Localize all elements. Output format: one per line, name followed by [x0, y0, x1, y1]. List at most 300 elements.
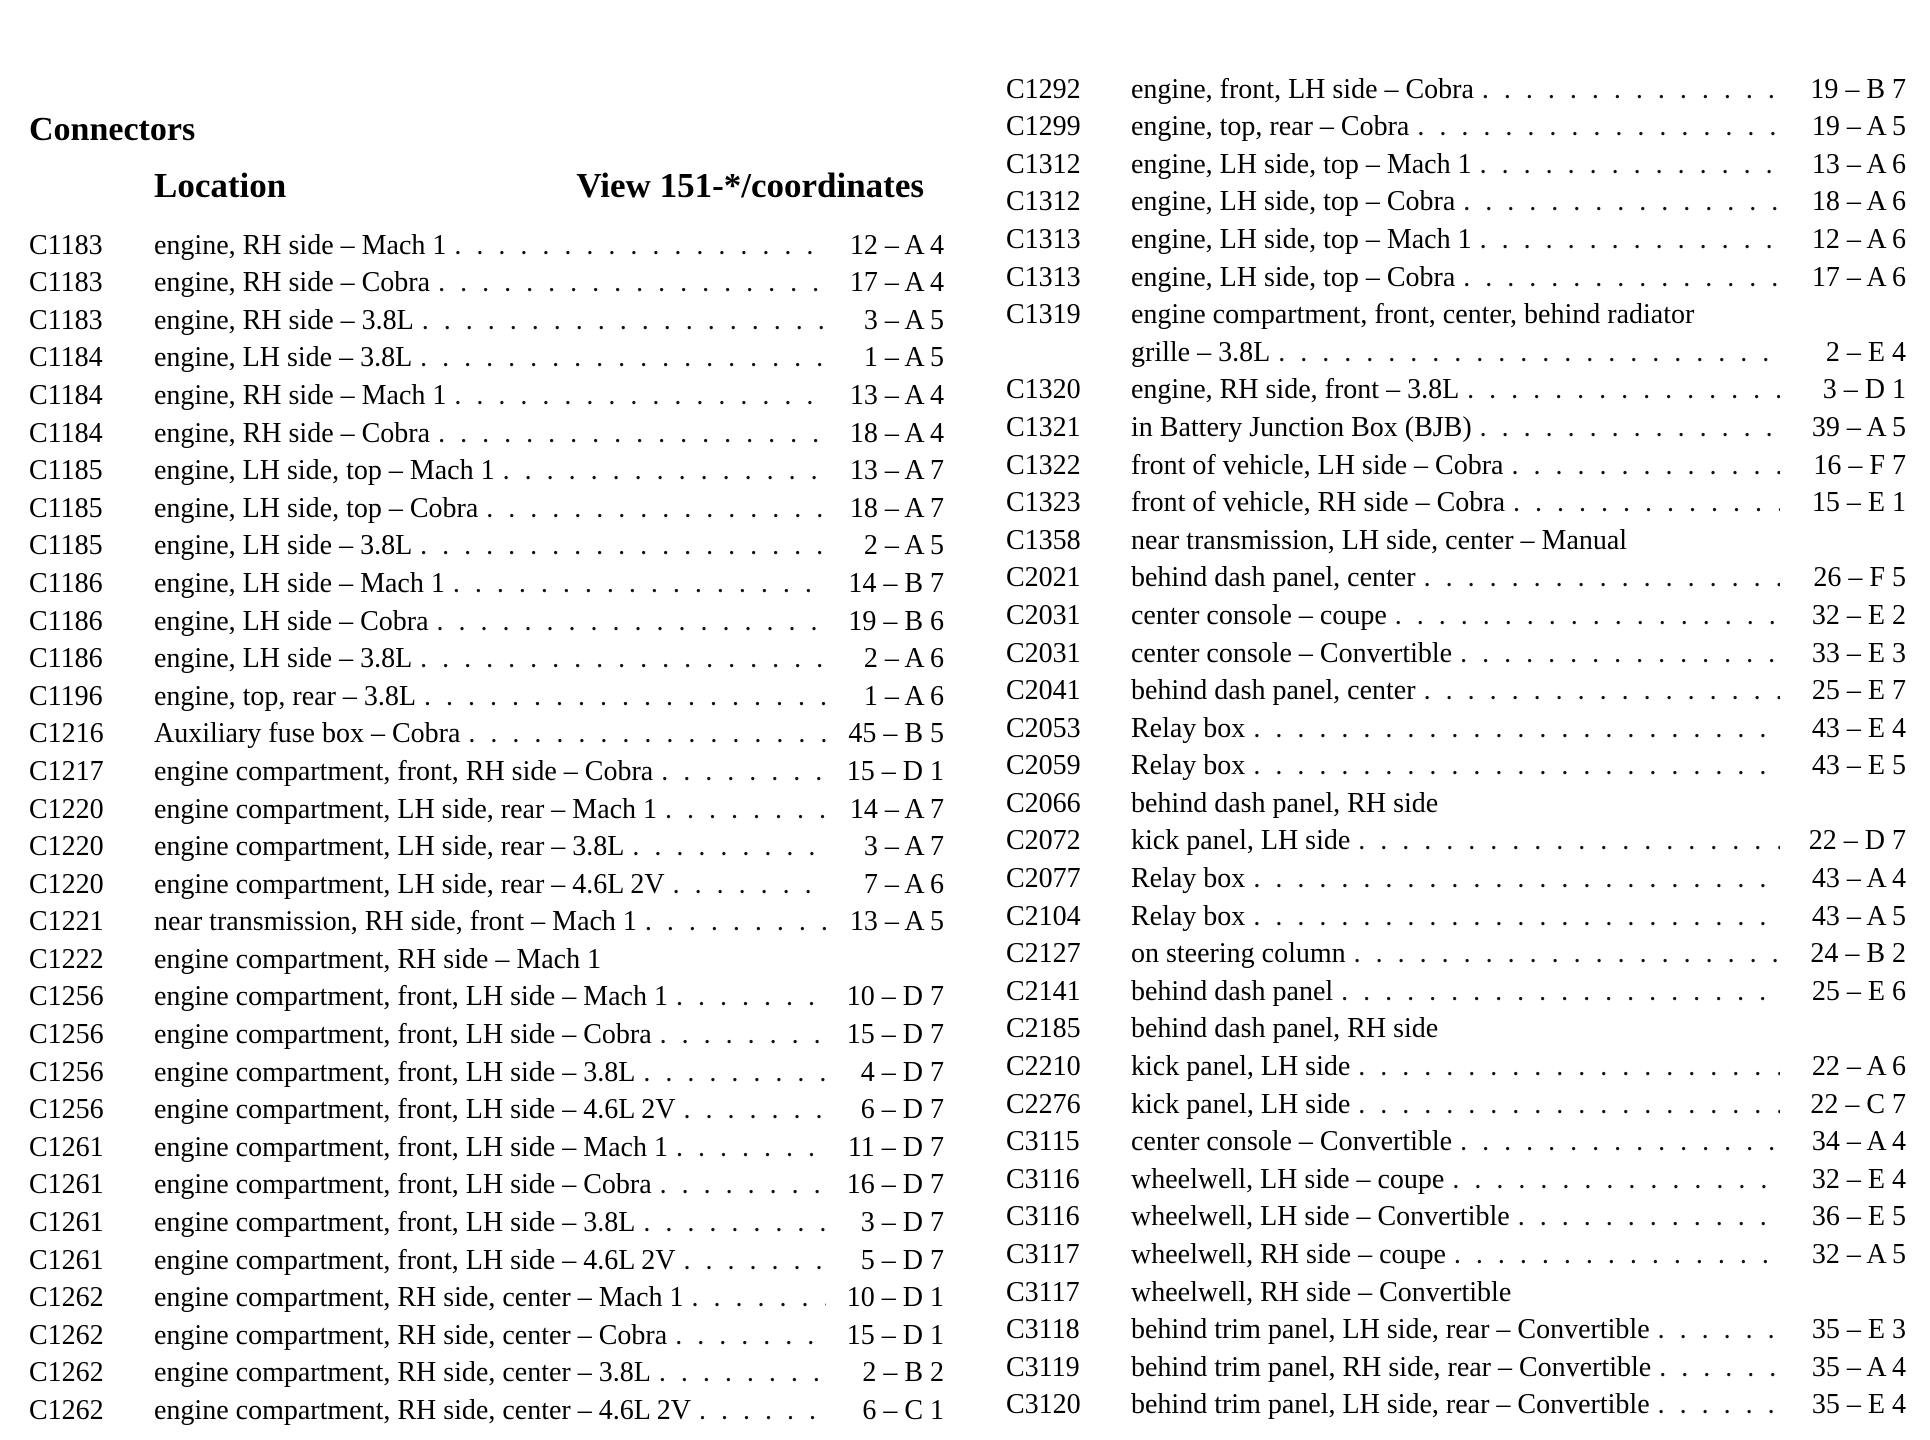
connector-id: C1262: [29, 1282, 104, 1314]
connector-location: engine compartment, front, LH side – Mach 1: [154, 1131, 668, 1163]
connector-location: Relay box: [1131, 863, 1246, 895]
connector-row: [1006, 1159, 1906, 1197]
connector-location: Auxiliary fuse box – Cobra: [154, 718, 461, 750]
view-coordinates: 14 – B 7: [848, 567, 944, 599]
connector-location: behind trim panel, LH side, rear – Convertible: [1131, 1389, 1650, 1421]
view-coordinates: 10 – D 7: [846, 981, 944, 1013]
connector-row: [29, 977, 944, 1015]
view-coordinates: 18 – A 4: [849, 417, 944, 449]
connector-id: C1185: [29, 455, 103, 487]
view-coordinates: 5 – D 7: [860, 1244, 944, 1276]
connector-id: C1184: [29, 379, 103, 411]
view-coordinates: 32 – A 5: [1811, 1239, 1906, 1270]
connector-id: C1313: [1006, 223, 1081, 255]
connector-row: [1006, 746, 1906, 784]
dot-leader: [645, 905, 826, 939]
connector-row-continuation: [1006, 332, 1906, 370]
connector-id: C3120: [1006, 1389, 1081, 1421]
view-coordinates: 19 – B 7: [1810, 73, 1906, 105]
connector-row: [29, 1202, 944, 1240]
connector-location: engine, LH side – Cobra: [154, 605, 429, 637]
connector-id: C1184: [29, 417, 103, 449]
dot-leader: [643, 1056, 826, 1090]
connector-location: kick panel, LH side: [1131, 1088, 1351, 1120]
view-coordinates: 13 – A 6: [1811, 148, 1906, 180]
connector-row: [29, 451, 944, 489]
connector-location: center console – Convertible: [1131, 637, 1453, 669]
dot-leader: [665, 793, 826, 827]
connector-row: [1006, 1310, 1906, 1348]
connector-row: [29, 1014, 944, 1052]
view-coordinates: 2 – A 5: [863, 530, 944, 562]
connector-row: [1006, 1122, 1906, 1160]
dot-leader: [1278, 336, 1780, 370]
connector-id: C1322: [1006, 449, 1081, 481]
view-coordinates: 34 – A 4: [1811, 1126, 1906, 1158]
view-coordinates: 12 – A 6: [1811, 223, 1906, 255]
connector-row: [29, 1165, 944, 1203]
connector-row: [1006, 144, 1906, 182]
connector-id: C1220: [29, 868, 104, 900]
connector-id: C2072: [1006, 825, 1081, 857]
connector-row: [29, 413, 944, 451]
connector-location: engine, LH side – 3.8L: [154, 643, 413, 675]
view-coordinates: 15 – D 1: [846, 1319, 944, 1351]
view-coordinates: 1 – A 5: [863, 342, 944, 374]
view-coordinates: 2 – E 4: [1825, 336, 1906, 368]
connector-id: C1220: [29, 831, 104, 863]
connector-row: [1006, 370, 1906, 408]
connector-row: [1006, 633, 1906, 671]
connector-row: [1006, 182, 1906, 220]
connector-row: [1006, 1009, 1906, 1047]
connector-row: [29, 225, 944, 263]
connector-id: C1256: [29, 1056, 104, 1088]
dot-leader: [699, 1394, 826, 1428]
connector-id: C1256: [29, 981, 104, 1013]
connector-location: front of vehicle, RH side – Cobra: [1131, 487, 1506, 519]
dot-leader: [1463, 185, 1780, 219]
view-coordinates: 3 – D 7: [860, 1207, 944, 1239]
dot-leader: [437, 605, 827, 639]
view-coordinates: 3 – D 1: [1822, 374, 1906, 406]
connector-id: C1261: [29, 1244, 104, 1276]
connector-id: C1261: [29, 1169, 104, 1201]
connector-id: C1320: [1006, 374, 1081, 406]
connector-id: C1217: [29, 755, 104, 787]
dot-leader: [420, 529, 826, 563]
connector-row: [1006, 595, 1906, 633]
view-coordinates: 24 – B 2: [1810, 938, 1906, 970]
connector-location: engine, LH side, top – Cobra: [1131, 186, 1456, 218]
connector-location: wheelwell, LH side – Convertible: [1131, 1201, 1510, 1233]
connector-location: behind dash panel, RH side: [1131, 1013, 1439, 1045]
dot-leader: [1460, 1125, 1780, 1159]
dot-leader: [1513, 486, 1780, 520]
dot-leader: [1341, 975, 1780, 1009]
connector-id: C2059: [1006, 750, 1081, 782]
connector-id: C2127: [1006, 938, 1081, 970]
connector-row: [1006, 219, 1906, 257]
connector-location: engine, front, LH side – Cobra: [1131, 73, 1474, 105]
connector-id: C2141: [1006, 975, 1081, 1007]
view-coordinates: 1 – A 6: [863, 680, 944, 712]
connector-id: C1183: [29, 267, 103, 299]
connector-location: behind trim panel, RH side, rear – Convertible: [1131, 1351, 1652, 1383]
dot-leader: [1358, 1088, 1780, 1122]
view-coordinates: 14 – A 7: [849, 793, 944, 825]
connector-id: C3116: [1006, 1163, 1080, 1195]
connector-location: near transmission, RH side, front – Mach 1: [154, 906, 637, 938]
view-coordinates: 32 – E 4: [1811, 1163, 1906, 1195]
connector-id: C1183: [29, 229, 103, 261]
dot-leader: [684, 1244, 827, 1278]
connector-row: [1006, 257, 1906, 295]
connector-location: engine compartment, front, LH side – 3.8L: [154, 1056, 636, 1088]
connector-id: C1186: [29, 605, 103, 637]
connector-location: engine, RH side – Cobra: [154, 267, 431, 299]
connector-id: C1222: [29, 943, 104, 975]
connector-location: wheelwell, RH side – coupe: [1131, 1239, 1446, 1270]
dot-leader: [1480, 411, 1780, 445]
connector-location: engine compartment, front, LH side – 4.6L 2V: [154, 1094, 676, 1126]
connector-id: C1220: [29, 793, 104, 825]
dot-leader: [1463, 261, 1780, 295]
connector-row: [1006, 558, 1906, 596]
view-coordinates: 43 – E 4: [1811, 712, 1906, 744]
connector-id: C1299: [1006, 111, 1081, 143]
connector-row: [1006, 520, 1906, 558]
connector-row: [29, 375, 944, 413]
dot-leader: [661, 755, 826, 789]
connector-location: kick panel, LH side: [1131, 1051, 1351, 1083]
dot-leader: [1417, 110, 1780, 144]
view-coordinates: 13 – A 7: [849, 455, 944, 487]
connector-row: [1006, 1234, 1906, 1272]
connector-location: engine compartment, RH side, center – 3.8L: [154, 1357, 651, 1389]
view-coordinates: 26 – F 5: [1813, 562, 1906, 594]
connector-location: behind dash panel, RH side: [1131, 787, 1439, 819]
dot-leader: [1518, 1200, 1780, 1234]
connector-row: [29, 714, 944, 752]
connector-location: engine compartment, RH side, center – Cobra: [154, 1319, 668, 1351]
view-coordinates: 35 – A 4: [1811, 1351, 1906, 1383]
view-coordinates: 10 – D 1: [846, 1282, 944, 1314]
connector-id: C2185: [1006, 1013, 1081, 1045]
connector-location: engine, LH side, top – Mach 1: [1131, 223, 1472, 255]
connector-id: C1186: [29, 643, 103, 675]
view-coordinates: 43 – A 5: [1811, 900, 1906, 932]
connector-location: engine compartment, front, LH side – 3.8L: [154, 1207, 636, 1239]
connector-location: engine, LH side, top – Cobra: [154, 492, 479, 524]
connector-location: engine compartment, LH side, rear – 3.8L: [154, 831, 625, 863]
view-coordinates: 45 – B 5: [848, 718, 944, 750]
connector-id: C2053: [1006, 712, 1081, 744]
connector-id: C1262: [29, 1395, 104, 1426]
view-coordinates: 13 – A 5: [849, 906, 944, 938]
connector-location: engine compartment, front, RH side – Cobra: [154, 755, 654, 787]
connector-location: in Battery Junction Box (BJB): [1131, 411, 1472, 443]
view-coordinates: 22 – C 7: [1810, 1088, 1906, 1120]
dot-leader: [1480, 223, 1780, 257]
dot-leader: [673, 868, 826, 902]
connector-row: [29, 1052, 944, 1090]
connector-row: [29, 676, 944, 714]
connector-row: [1006, 1272, 1906, 1310]
dot-leader: [1253, 862, 1780, 896]
dot-leader: [692, 1281, 827, 1315]
connector-id: C2031: [1006, 599, 1081, 631]
connector-location: Relay box: [1131, 750, 1246, 782]
dot-leader: [503, 454, 826, 488]
connector-id: C3118: [1006, 1314, 1080, 1346]
connector-row: [1006, 858, 1906, 896]
view-coordinates: 6 – C 1: [862, 1395, 944, 1426]
connector-row: [29, 263, 944, 301]
connector-id: C2104: [1006, 900, 1081, 932]
connector-row: [29, 639, 944, 677]
connector-id: C2041: [1006, 675, 1081, 707]
dot-leader: [1354, 937, 1780, 971]
view-coordinates: 36 – E 5: [1811, 1201, 1906, 1233]
connector-id: C3117: [1006, 1276, 1080, 1308]
connector-row: [1006, 107, 1906, 145]
view-coordinates: 33 – E 3: [1811, 637, 1906, 669]
connector-id: C3116: [1006, 1201, 1080, 1233]
dot-leader: [1659, 1351, 1780, 1385]
connector-row: [29, 1278, 944, 1316]
connector-row: [29, 526, 944, 564]
connector-location: behind dash panel, center: [1131, 562, 1416, 594]
view-coordinates: 35 – E 3: [1811, 1314, 1906, 1346]
view-coordinates: 11 – D 7: [847, 1131, 944, 1163]
connector-row: [29, 601, 944, 639]
connector-id: C2276: [1006, 1088, 1081, 1120]
dot-leader: [424, 680, 826, 714]
view-coordinates: 25 – E 7: [1811, 675, 1906, 707]
dot-leader: [676, 980, 826, 1014]
dot-leader: [632, 830, 826, 864]
dot-leader: [1480, 148, 1780, 182]
connector-location: engine compartment, LH side, rear – Mach 1: [154, 793, 658, 825]
connector-id: C1262: [29, 1357, 104, 1389]
view-coordinates: 4 – D 7: [860, 1056, 944, 1088]
view-column-header: View 151-*/coordinates: [576, 166, 924, 205]
dot-leader: [1424, 674, 1780, 708]
connector-location: front of vehicle, LH side – Cobra: [1131, 449, 1504, 481]
view-coordinates: 12 – A 4: [849, 229, 944, 261]
right-connector-list: [1006, 69, 1906, 1422]
dot-leader: [438, 266, 826, 300]
connector-location: wheelwell, RH side – Convertible: [1131, 1276, 1512, 1308]
connector-row: [1006, 445, 1906, 483]
dot-leader: [420, 642, 826, 676]
connector-location: engine, RH side – Mach 1: [154, 379, 447, 411]
connector-row: [1006, 295, 1906, 333]
connector-id: C1183: [29, 304, 103, 336]
connector-location: engine, LH side, top – Mach 1: [1131, 148, 1472, 180]
connector-location: engine compartment, front, center, behind radiator: [1131, 299, 1695, 331]
connector-row: [1006, 708, 1906, 746]
connector-location: behind dash panel, center: [1131, 675, 1416, 707]
view-coordinates: 32 – E 2: [1811, 599, 1906, 631]
connector-row: [1006, 69, 1906, 107]
connector-id: C1186: [29, 567, 103, 599]
dot-leader: [643, 1206, 826, 1240]
connector-id: C1256: [29, 1094, 104, 1126]
connector-row: [29, 751, 944, 789]
connector-id: C1312: [1006, 186, 1081, 218]
connector-location: engine, LH side, top – Cobra: [1131, 261, 1456, 293]
dot-leader: [454, 379, 826, 413]
connector-id: C1221: [29, 906, 104, 938]
connector-location: engine compartment, RH side, center – 4.6L 2V: [154, 1395, 692, 1426]
connector-row: [29, 338, 944, 376]
dot-leader: [1253, 749, 1780, 783]
location-column-header: Location: [154, 166, 287, 205]
view-coordinates: 18 – A 6: [1811, 186, 1906, 218]
dot-leader: [1482, 73, 1780, 107]
view-coordinates: 39 – A 5: [1811, 411, 1906, 443]
connector-id: C3119: [1006, 1351, 1080, 1383]
connector-id: C3117: [1006, 1239, 1080, 1270]
connector-id: C1261: [29, 1207, 104, 1239]
connector-id: C1323: [1006, 487, 1081, 519]
connector-location: engine, LH side, top – Mach 1: [154, 455, 495, 487]
page-title: Connectors: [29, 111, 196, 148]
dot-leader: [1467, 373, 1780, 407]
connector-id: C1292: [1006, 73, 1081, 105]
connector-id: C1184: [29, 342, 103, 374]
view-coordinates: 18 – A 7: [849, 492, 944, 524]
connector-location: Relay box: [1131, 900, 1246, 932]
view-coordinates: 3 – A 5: [863, 304, 944, 336]
connector-row: [29, 300, 944, 338]
connector-row: [29, 1127, 944, 1165]
view-coordinates: 6 – D 7: [860, 1094, 944, 1126]
connector-id: C1185: [29, 530, 103, 562]
connector-location: engine, top, rear – Cobra: [1131, 111, 1410, 143]
dot-leader: [684, 1093, 827, 1127]
view-coordinates: 43 – A 4: [1811, 863, 1906, 895]
connector-location: engine compartment, RH side, center – Mach 1: [154, 1282, 684, 1314]
connector-row: [1006, 1347, 1906, 1385]
connector-row: [1006, 934, 1906, 972]
connector-location: engine, RH side – Mach 1: [154, 229, 447, 261]
connector-id: C2210: [1006, 1051, 1081, 1083]
dot-leader: [1358, 824, 1780, 858]
connector-row: [1006, 971, 1906, 1009]
connector-row: [29, 1090, 944, 1128]
connector-location: engine compartment, front, LH side – Cobra: [154, 1019, 652, 1051]
connector-row: [1006, 1197, 1906, 1235]
connector-id: C2066: [1006, 787, 1081, 819]
connector-location: kick panel, LH side: [1131, 825, 1351, 857]
connector-location: behind trim panel, LH side, rear – Convertible: [1131, 1314, 1650, 1346]
connector-id: C1216: [29, 718, 104, 750]
dot-leader: [1395, 599, 1780, 633]
connector-row: [29, 563, 944, 601]
connector-id: C2021: [1006, 562, 1081, 594]
connector-row: [1006, 783, 1906, 821]
dot-leader: [1511, 449, 1780, 483]
view-coordinates: 25 – E 6: [1811, 975, 1906, 1007]
connector-row: [29, 789, 944, 827]
connector-location: engine, LH side – Mach 1: [154, 567, 445, 599]
view-coordinates: 19 – B 6: [848, 605, 944, 637]
connector-row: [29, 1353, 944, 1391]
connector-location: engine compartment, RH side – Mach 1: [154, 943, 602, 975]
dot-leader: [660, 1018, 826, 1052]
connector-row: [29, 1240, 944, 1278]
view-coordinates: 43 – E 5: [1811, 750, 1906, 782]
connector-location: engine, LH side – 3.8L: [154, 342, 413, 374]
view-coordinates: 15 – D 1: [846, 755, 944, 787]
connector-location: behind dash panel: [1131, 975, 1334, 1007]
connector-row: [1006, 407, 1906, 445]
view-coordinates: 16 – D 7: [846, 1169, 944, 1201]
connector-id: C1262: [29, 1319, 104, 1351]
connector-location: engine compartment, front, LH side – Mach 1: [154, 981, 668, 1013]
connector-row: [1006, 821, 1906, 859]
dot-leader: [1658, 1388, 1780, 1422]
dot-leader: [1358, 1050, 1780, 1084]
view-coordinates: 17 – A 6: [1811, 261, 1906, 293]
connector-id: C1313: [1006, 261, 1081, 293]
connector-location: wheelwell, LH side – coupe: [1131, 1163, 1445, 1195]
dot-leader: [1452, 1163, 1780, 1197]
dot-leader: [659, 1356, 826, 1390]
connector-id: C1185: [29, 492, 103, 524]
view-coordinates: 16 – F 7: [1813, 449, 1906, 481]
connector-row: [1006, 671, 1906, 709]
dot-leader: [438, 417, 826, 451]
connector-location: engine, RH side – 3.8L: [154, 304, 414, 336]
connector-row: [29, 827, 944, 865]
connector-row: [1006, 1084, 1906, 1122]
view-coordinates: 17 – A 4: [849, 267, 944, 299]
connector-row: [29, 488, 944, 526]
view-coordinates: 22 – D 7: [1808, 825, 1906, 857]
dot-leader: [453, 567, 826, 601]
view-coordinates: 2 – B 2: [862, 1357, 944, 1389]
connector-location: engine compartment, front, LH side – 4.6L 2V: [154, 1244, 676, 1276]
connector-id: C1321: [1006, 411, 1081, 443]
dot-leader: [1658, 1313, 1780, 1347]
left-connector-list: [29, 225, 944, 1428]
connector-location: engine compartment, LH side, rear – 4.6L 2V: [154, 868, 665, 900]
connector-id: C1312: [1006, 148, 1081, 180]
dot-leader: [486, 492, 826, 526]
dot-leader: [422, 304, 826, 338]
connector-id: C2031: [1006, 637, 1081, 669]
connector-location: engine, LH side – 3.8L: [154, 530, 413, 562]
connector-id: C3115: [1006, 1126, 1080, 1158]
view-coordinates: 22 – A 6: [1811, 1051, 1906, 1083]
dot-leader: [420, 341, 826, 375]
connector-id: C1196: [29, 680, 103, 712]
view-coordinates: 15 – D 7: [846, 1019, 944, 1051]
dot-leader: [1253, 712, 1780, 746]
connector-row: [29, 902, 944, 940]
connector-row: [1006, 896, 1906, 934]
connector-location: center console – coupe: [1131, 599, 1387, 631]
view-coordinates: 19 – A 5: [1811, 111, 1906, 143]
view-coordinates: 35 – E 4: [1811, 1389, 1906, 1421]
connector-location: engine, RH side – Cobra: [154, 417, 431, 449]
connector-location: Relay box: [1131, 712, 1246, 744]
connector-id: C2077: [1006, 863, 1081, 895]
